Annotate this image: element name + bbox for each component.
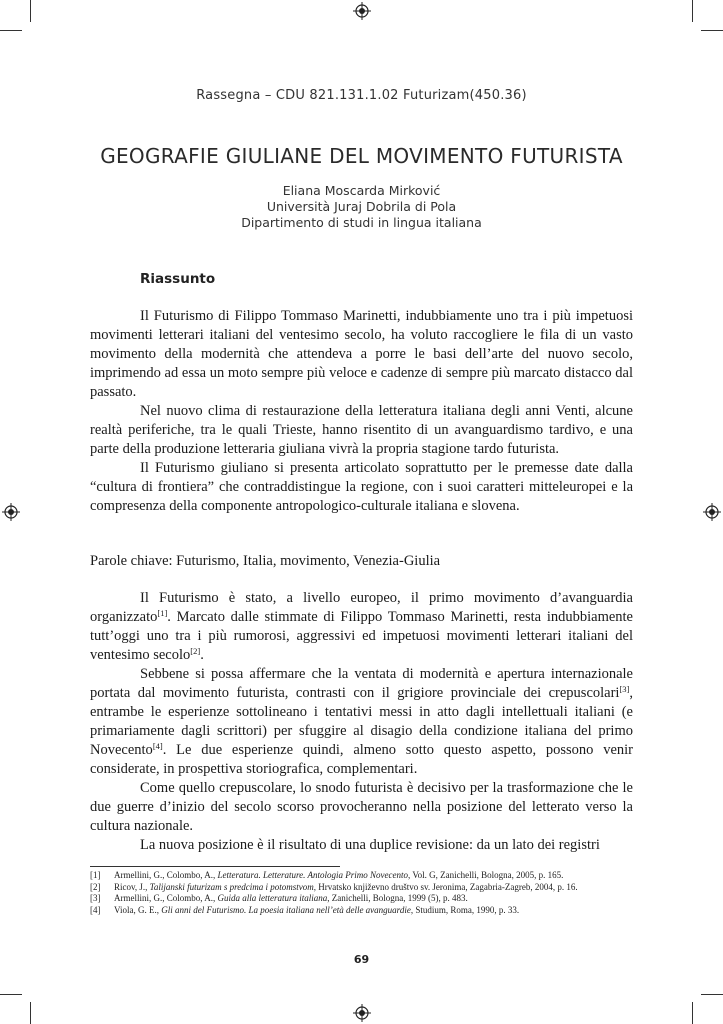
body-text-span: . Le due esperienze quindi, almeno sotto questo aspetto, possono venir considerate, in prospettiva storiografica, complementari. (90, 742, 633, 777)
body-text-span: Sebbene si possa affermare che la ventata di modernità e apertura internazionale portata dal movimento futurista, contrasti con il grigiore provinciale dei crepuscolari (90, 666, 633, 701)
footnote-text (114, 882, 578, 894)
abstract-paragraph: Il Futurismo giuliano si presenta articolato soprattutto per le premesse date dalla “cultura di frontiera” che contraddistingue la regione, con i suoi caratteri mitteleuropei e la compresenza della componente antropologico-culturale italiana e slovena. (90, 460, 633, 514)
registration-mark-icon (353, 1004, 371, 1022)
footnote-number: [3] (90, 893, 101, 903)
body-text-span: Il Futurismo è stato, a livello europeo, il primo movimento d’avanguardia organizzato (90, 590, 633, 625)
crop-mark (0, 994, 22, 995)
crop-mark (692, 0, 693, 22)
footnote-author: Armellini, G., Colombo, A., (114, 870, 218, 880)
footnote-number: [4] (90, 904, 101, 915)
keywords-line: Parole chiave: Futurismo, Italia, movimento, Venezia-Giulia (90, 553, 441, 569)
crop-mark (701, 30, 723, 31)
body-paragraph (90, 589, 633, 665)
abstract-section (90, 307, 633, 516)
article-title: GEOGRAFIE GIULIANE DEL MOVIMENTO FUTURISTA (100, 144, 623, 168)
footnote-text (114, 870, 563, 882)
footnote-ref[interactable]: [2] (190, 646, 201, 656)
author-university: Università Juraj Dobrila di Pola (266, 199, 457, 214)
footnote-author: Armellini, G., Colombo, A., (114, 893, 218, 903)
footnote-author: Viola, G. E., (114, 904, 162, 915)
footnote-text (114, 905, 519, 917)
footnote-ref[interactable]: [3] (619, 684, 630, 694)
abstract-paragraph: Nel nuovo clima di restaurazione della letteratura italiana degli anni Venti, alcune realtà periferiche, tra le quali Trieste, hanno risentito di un avanguardismo tardivo, e una parte della produzione letteraria giuliana vivrà la propria stagione tardo futurista. (90, 403, 633, 457)
author-name: Eliana Moscarda Mirković (282, 183, 441, 198)
crop-mark (30, 1002, 31, 1024)
main-text (90, 589, 633, 855)
footnote (90, 870, 633, 882)
abstract-paragraph: Il Futurismo di Filippo Tommaso Marinetti, indubbiamente uno tra i più impetuosi movimenti letterari italiani del ventesimo secolo, ha voluto raccogliere le fila di un vasto movimento della modernità che attendeva a porre le basi dell’arte del nuovo secolo, imprimendo ad essa un moto sempre più veloce e cadenze di sempre più marcato distacco dal passato. (90, 308, 633, 400)
footnote-publisher: , Vol. G, Zanichelli, Bologna, 2005, p. 165. (407, 870, 564, 880)
crop-mark (0, 30, 22, 31)
footnote-publisher: , Zanichelli, Bologna, 1999 (5), p. 483. (327, 893, 468, 903)
footnote-divider (90, 866, 340, 867)
crop-mark (692, 1002, 693, 1024)
body-paragraph: Come quello crepuscolare, lo snodo futurista è decisivo per la trasformazione che le due guerre d’inizio del secolo scorso provocheranno nella posizione del letterato verso la cultura nazionale. (90, 780, 633, 834)
running-header: Rassegna – CDU 821.131.1.02 Futurizam(450.36) (196, 88, 527, 103)
footnote-text (114, 893, 468, 905)
footnote-ref[interactable]: [1] (157, 608, 168, 618)
footnote (90, 893, 633, 905)
footnote-ref[interactable]: [4] (152, 741, 163, 751)
body-paragraph: La nuova posizione è il risultato di una duplice revisione: da un lato dei registri (140, 837, 600, 853)
body-paragraph (90, 665, 633, 779)
footnote-title: Guida alla letteratura italiana (217, 893, 328, 903)
footnote-publisher: , Studium, Roma, 1990, p. 33. (410, 904, 520, 915)
abstract-heading: Riassunto (140, 271, 216, 287)
keywords-section (90, 552, 633, 571)
crop-mark (30, 0, 31, 22)
author-department: Dipartimento di studi in lingua italiana (241, 215, 482, 230)
body-text-span: . Marcato dalle stimmate di Filippo Tommaso Marinetti, resta indubbiamente tutt’oggi uno tra i più rumorosi, aggressivi ed impetuosi movimenti letterari italiani del ventesimo secolo (90, 609, 633, 663)
footnote (90, 882, 633, 894)
body-text-span: , entrambe le esperienze sottolineano i tentativi messi in atto dagli intellettuali italiani (e primariamente dagli scrittori) per sfuggire al disagio della condizione italiana del primo Novecento (90, 685, 633, 758)
footnote-publisher: , Hrvatsko književno društvo sv. Jeronima, Zagabria-Zagreb, 2004, p. 16. (313, 881, 578, 892)
footnote (90, 905, 633, 917)
footnote-title: Gli anni del Futurismo. La poesia italiana nell’età delle avanguardie (161, 904, 411, 915)
footnote-author: Ricov, J., (114, 881, 150, 892)
body-text-span: . (200, 647, 204, 663)
footnote-number: [1] (90, 870, 101, 880)
registration-mark-icon (353, 2, 371, 20)
footnote-title: Talijanski futurizam s predcima i potomstvom (149, 881, 314, 892)
registration-mark-icon (2, 503, 20, 521)
footnote-number: [2] (90, 881, 101, 892)
registration-mark-icon (703, 503, 721, 521)
author-block (0, 183, 723, 231)
footnote-title: Letteratura. Letterature. Antologia Primo Novecento (217, 870, 408, 880)
footnotes (90, 870, 633, 916)
crop-mark (701, 994, 723, 995)
page-number: 69 (353, 953, 370, 966)
